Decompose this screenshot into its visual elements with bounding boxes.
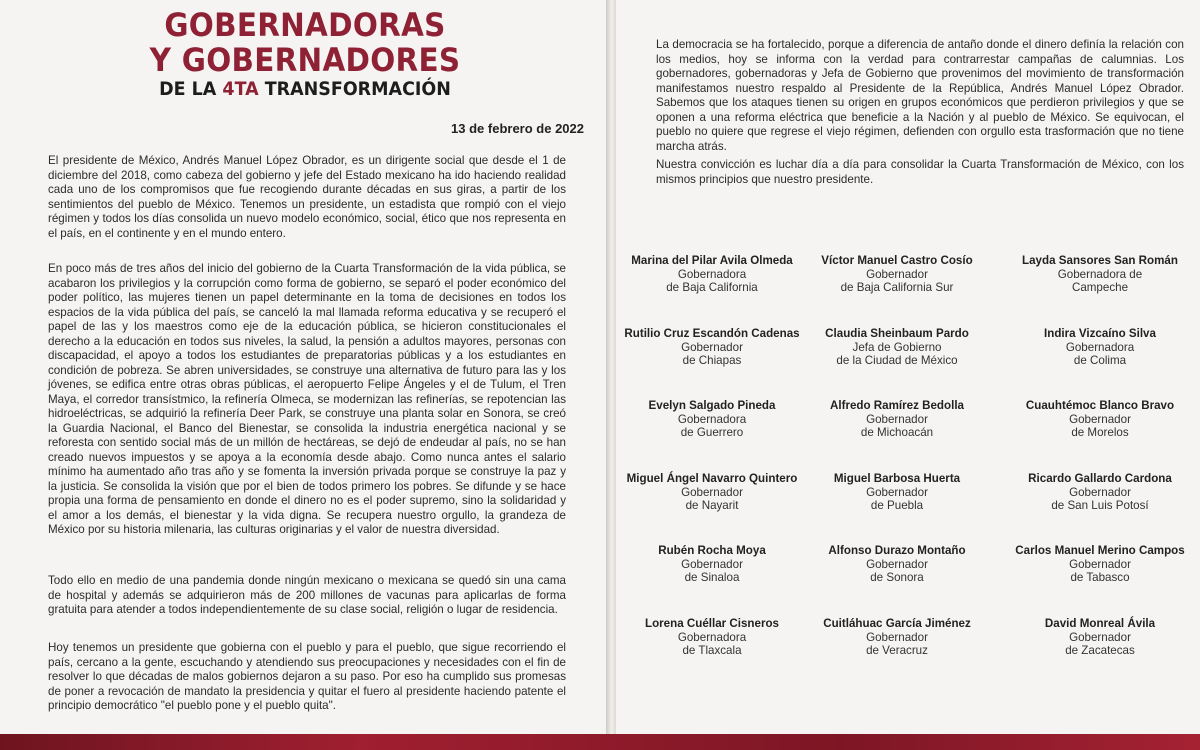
signatory-role: Gobernador: [866, 630, 928, 644]
signatory-name: Indira Vizcaíno Silva: [1044, 327, 1156, 340]
paragraph: La democracia se ha fortalecido, porque a diferencia de antaño donde el dinero definía la relación con los medios, hoy se informa con la verdad para contrarrestar campañas de calumnias. Los gobernadores, gobernadoras y Jefa de Gobierno que provenimos del movimiento de transformación manifestamos nuestro respaldo al Presidente de la República, Andrés Manuel López Obrador. Sabemos que los ataques tienen su origen en grupos económicos que perdieron privilegios y que se oponen a una reforma eléctrica que beneficie a la Nación y al pueblo de México. Se equivocan, el pueblo no quiere que regrese el viejo régimen, defienden con orgullo esta trasformación que no tiene marcha atrás.: [656, 38, 1184, 153]
signatory-role: Gobernador: [681, 485, 743, 499]
signatory-state: de San Luis Potosí: [1051, 499, 1149, 512]
signatory-state: de Tabasco: [1070, 571, 1130, 584]
title-line-1: GOBERNADORAS: [164, 6, 446, 44]
signatory: [990, 399, 1200, 440]
signatory-name: Carlos Manuel Merino Campos: [1015, 544, 1185, 557]
signatory-name: Alfredo Ramírez Bedolla: [829, 399, 964, 412]
signatory: [787, 472, 1007, 513]
signatory-state: de Baja California Sur: [840, 281, 954, 294]
signatory-state: de Chiapas: [682, 354, 742, 367]
signatory-name: David Monreal Ávila: [1044, 617, 1156, 630]
signatory-role: Gobernadora: [677, 267, 747, 281]
signatory: [787, 327, 1007, 368]
signatory-state: de Michoacán: [860, 426, 934, 439]
signatory-name: Marina del Pilar Avila Olmeda: [631, 254, 793, 267]
signatory-name: Evelyn Salgado Pineda: [648, 399, 776, 412]
signatory: [990, 327, 1200, 368]
signatory-state: de Zacatecas: [1065, 644, 1135, 657]
signatory: [787, 399, 1007, 440]
signatory-role: Gobernador: [866, 267, 928, 281]
signatory-name: Rutilio Cruz Escandón Cadenas: [624, 327, 800, 340]
signatory-name: Miguel Ángel Navarro Quintero: [626, 472, 798, 485]
signatory-role: Gobernadora: [1065, 340, 1135, 354]
signatory-role: Gobernador: [866, 557, 928, 571]
signatory: [990, 617, 1200, 658]
signatory-role: Gobernador: [681, 557, 743, 571]
signatory-role: Gobernador: [1069, 485, 1131, 499]
signatory-name: Layda Sansores San Román: [1022, 254, 1178, 267]
signatory-state: de Sonora: [870, 571, 924, 584]
signatory-state: de Sinaloa: [684, 571, 740, 584]
signatory-state: de Colima: [1073, 354, 1127, 367]
title-line-2: Y GOBERNADORES: [149, 41, 461, 79]
signatory-role: Gobernador: [1069, 630, 1131, 644]
signatory-state: de Tlaxcala: [682, 644, 742, 657]
subtitle-accent: 4TA: [222, 78, 259, 100]
paragraph: Todo ello en medio de una pandemia donde ningún mexicano o mexicana se quedó sin una cama de hospital y además se adquirieron más de 200 millones de vacunas para aplicarlas de forma gratuita para atender a todos independientemente de su clase social, religión o lugar de residencia.: [48, 574, 566, 616]
signatory: [990, 472, 1200, 513]
signatory-name: Miguel Barbosa Huerta: [833, 472, 961, 485]
paragraph: En poco más de tres años del inicio del gobierno de la Cuarta Transformación de la vida pública, se acabaron los privilegios y la corrupción como forma de gobierno, se separó el poder económico del poder político, las mujeres tienen un papel determinante en la toma de decisiones en todos los espacios de la vida pública del país, se canceló la mal llamada reforma educativa y se recuperó el papel de las y los maestros como eje de la educación pública, se hicieron constitucionales el derecho a la educación en todos sus niveles, la salud, la pensión a adultos mayores, personas con discapacidad, el apoyo a todos los estudiantes de preparatorias públicas y a los estudiantes en condición de pobreza. Se abren universidades, se construye una alternativa de futuro para las y los jóvenes, se edifica entre otras obras públicas, el aeropuerto Felipe Ángeles y el de Tulum, el Tren Maya, el corredor transístmico, la refinería Olmeca, se modernizan las refinerías, se repotencian las hidroeléctricas, se adquirió la refinería Deer Park, se construye una planta solar en Sonora, se creó la Guardia Nacional, el Banco del Bienestar, se consolida la industria energética nacional y se reforesta con sentido social más de un millón de hectáreas, se dejó de endeudar al país, no se han creado nuevos impuestos y se apoya a la economía desde abajo. Como nunca antes el salario mínimo ha aumentado año tras año y se fomenta la inversión privada porque se construye la paz y la justicia. Se consolida la visión que por el bien de todos primero los pobres. Se difunde y se hace propia una forma de pensamiento en donde el dinero no es el poder supremo, sino la solidaridad y el amor a los demás, el bienestar y la vida digna. Se recupera nuestro orgullo, la grandeza de México por su historia milenaria, las culturas originarias y el valor de nuestra diversidad.: [48, 262, 566, 536]
signatory-role: Gobernador: [1069, 412, 1131, 426]
signatory: [990, 254, 1200, 295]
signatory-state: de Nayarit: [685, 499, 739, 512]
signatory-role: Gobernador: [866, 485, 928, 499]
signatory: [787, 544, 1007, 585]
signatory-role: Gobernador: [681, 340, 743, 354]
signatory-name: Ricardo Gallardo Cardona: [1028, 472, 1172, 485]
subtitle: [24, 80, 585, 99]
signatory-state: de Puebla: [870, 499, 924, 512]
signatory-role: Gobernador: [866, 412, 928, 426]
paragraph: El presidente de México, Andrés Manuel López Obrador, es un dirigente social que desde el 1 de diciembre del 2018, como cabeza del gobierno y jefe del Estado mexicano ha ido haciendo realidad cada uno de los compromisos que fue recogiendo durante décadas en sus giras, a partir de los sentimientos del pueblo de México. Tenemos un presidente, un estadista que rompió con el viejo régimen y todos los días consolida un nuevo modelo económico, social, ético que nos representa en el país, en el continente y en el mundo entero.: [48, 154, 566, 240]
signatory-state: de Veracruz: [866, 644, 928, 657]
signatory-name: Claudia Sheinbaum Pardo: [825, 327, 969, 340]
signatory-name: Lorena Cuéllar Cisneros: [644, 617, 779, 630]
signatory-role: Gobernadora de: [1057, 267, 1143, 281]
signatory-name: Víctor Manuel Castro Cosío: [821, 254, 973, 267]
signatory-name: Alfonso Durazo Montaño: [828, 544, 966, 557]
signatory-role: Gobernadora: [677, 412, 747, 426]
signatory-name: Cuitláhuac García Jiménez: [823, 617, 971, 630]
signatory-name: Cuauhtémoc Blanco Bravo: [1025, 399, 1175, 412]
document-date: 13 de febrero de 2022: [451, 121, 584, 136]
signatory-role: Gobernadora: [677, 630, 747, 644]
signatory-state: de Morelos: [1071, 426, 1129, 439]
signatory: [990, 544, 1200, 585]
signatory-state: de Baja California: [666, 281, 758, 294]
paragraph: Nuestra convicción es luchar día a día para consolidar la Cuarta Transformación de México, con los mismos principios que nuestro presidente.: [656, 158, 1184, 186]
bottom-color-band: [0, 734, 1200, 750]
signatory-role: Gobernador: [1069, 557, 1131, 571]
signatory-state: de la Ciudad de México: [836, 354, 958, 367]
signatory-role: Jefa de Gobierno: [852, 340, 942, 354]
paragraph: Hoy tenemos un presidente que gobierna con el pueblo y para el pueblo, que sigue recorriendo el país, cercano a la gente, escuchando y atendiendo sus preocupaciones y necesidades con el fin de resolver lo que décadas de malos gobiernos dejaron a su paso. Por eso ha cumplido sus promesas de poner a revocación de mandato la presidencia y quitar el fuero al presidente haciendo patente el principio democrático "el pueblo pone y el pueblo quita".: [48, 641, 566, 712]
subtitle-pre: DE LA: [159, 78, 223, 100]
signatory: [787, 617, 1007, 658]
subtitle-post: TRANSFORMACIÓN: [258, 78, 451, 100]
signatory-name: Rubén Rocha Moya: [658, 544, 766, 557]
signatory-state: Campeche: [1071, 281, 1129, 294]
signatory-state: de Guerrero: [680, 426, 744, 439]
right-page: [616, 0, 1200, 750]
signatory: [787, 254, 1007, 295]
